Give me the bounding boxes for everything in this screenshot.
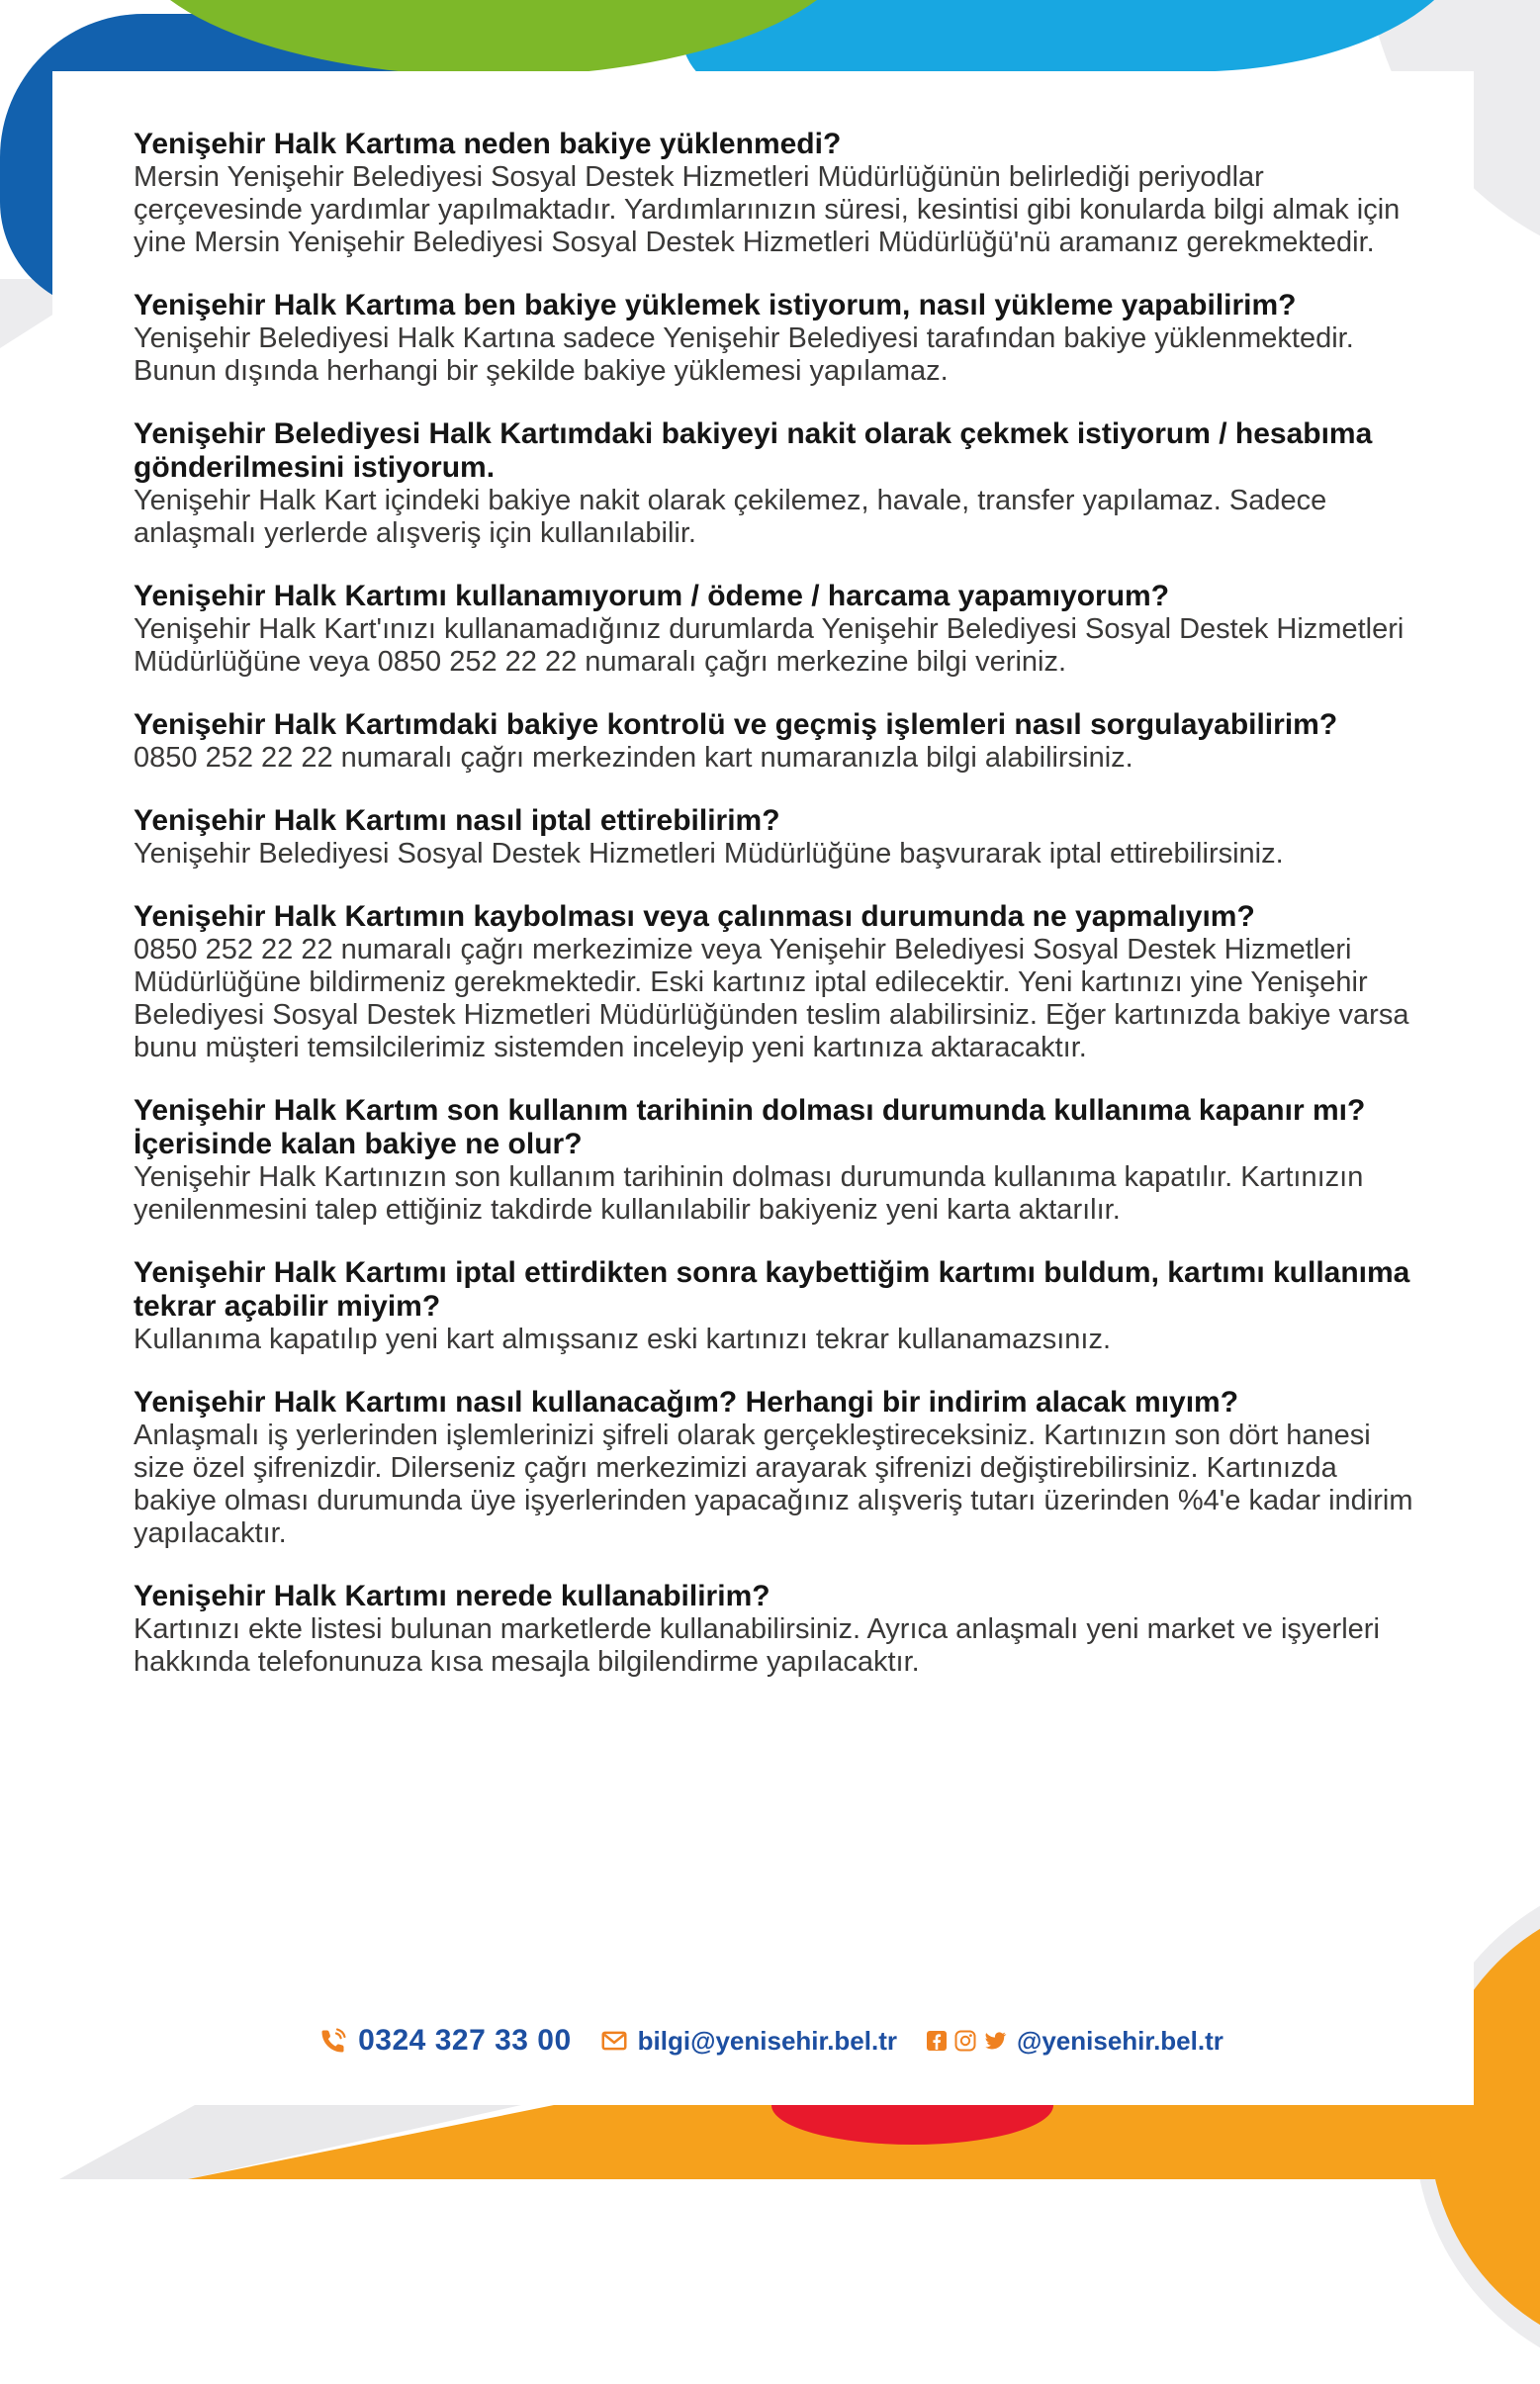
- footer-social-handle: @yenisehir.bel.tr: [1016, 2025, 1223, 2056]
- social-contact: [925, 2026, 1223, 2057]
- faq-answer: Yenişehir Halk Kart'ınızı kullanamadığınız durumlarda Yenişehir Belediyesi Sosyal Destek Hizmetleri Müdürlüğüne veya 0850 252 22 22 numaralı çağrı merkezine bilgi veriniz.: [134, 613, 1404, 678]
- twitter-icon: [982, 2028, 1008, 2054]
- faq-question: Yenişehir Halk Kartımı kullanamıyorum / ödeme / harcama yapamıyorum?: [134, 580, 1170, 612]
- phone-icon: [317, 2025, 349, 2058]
- faq-question: Yenişehir Halk Kartımı nasıl kullanacağım? Herhangi bir indirim alacak mıyım?: [134, 1386, 1239, 1419]
- social-icons: [925, 2028, 1008, 2054]
- faq-item: [134, 1256, 1419, 1356]
- faq-question: Yenişehir Halk Kartımı nerede kullanabilirim?: [134, 1580, 770, 1612]
- faq-content-panel: [52, 71, 1474, 2105]
- email-contact: [599, 2026, 897, 2057]
- faq-item: [134, 1580, 1419, 1679]
- faq-item: [134, 289, 1419, 388]
- phone-contact: [317, 2024, 572, 2058]
- faq-item: [134, 900, 1419, 1064]
- faq-question: Yenişehir Belediyesi Halk Kartımdaki bakiyeyi nakit olarak çekmek istiyorum / hesabıma gönderilmesini istiyorum.: [134, 417, 1373, 484]
- instagram-icon: [953, 2029, 977, 2053]
- footer-contact-bar: [0, 2024, 1540, 2058]
- faq-item: [134, 580, 1419, 679]
- faq-answer: Yenişehir Belediyesi Sosyal Destek Hizmetleri Müdürlüğüne başvurarak iptal ettirebilirsiniz.: [134, 838, 1284, 870]
- faq-answer: Anlaşmalı iş yerlerinden işlemlerinizi şifreli olarak gerçekleştireceksiniz. Kartınızın son dört hanesi size özel şifrenizdir. Dilerseniz çağrı merkezimizi arayarak şifrenizi değiştirebilirsiniz. Kartınızda bakiye olması durumunda üye işyerlerinden yapacağınız alışveriş tutarı üzerinden %4'e kadar indirim yapılacaktır.: [134, 1420, 1413, 1549]
- faq-question: Yenişehir Halk Kartımdaki bakiye kontrolü ve geçmiş işlemleri nasıl sorgulayabilirim?: [134, 708, 1338, 741]
- faq-answer: 0850 252 22 22 numaralı çağrı merkezinden kart numaranızla bilgi alabilirsiniz.: [134, 742, 1133, 774]
- footer-phone-number: 0324 327 33 00: [358, 2024, 572, 2057]
- faq-item: [134, 708, 1419, 775]
- faq-item: [134, 128, 1419, 259]
- faq-question: Yenişehir Halk Kartımın kaybolması veya çalınması durumunda ne yapmalıyım?: [134, 900, 1255, 933]
- faq-answer: Yenişehir Halk Kartınızın son kullanım tarihinin dolması durumunda kullanıma kapatılır. Kartınızın yenilenmesini talep ettiğiniz takdirde kullanılabilir bakiyeniz yeni karta aktarılır.: [134, 1161, 1364, 1226]
- faq-item: [134, 1094, 1419, 1227]
- faq-answer: Kartınızı ekte listesi bulunan marketlerde kullanabilirsiniz. Ayrıca anlaşmalı yeni market ve işyerleri hakkında telefonunuza kısa mesajla bilgilendirme yapılacaktır.: [134, 1613, 1380, 1678]
- faq-item: [134, 1386, 1419, 1550]
- faq-question: Yenişehir Halk Kartıma ben bakiye yüklemek istiyorum, nasıl yükleme yapabilirim?: [134, 289, 1297, 321]
- faq-answer: Kullanıma kapatılıp yeni kart almışsanız eski kartınızı tekrar kullanamazsınız.: [134, 1324, 1112, 1355]
- faq-item: [134, 804, 1419, 871]
- faq-item: [134, 417, 1419, 550]
- faq-question: Yenişehir Halk Kartım son kullanım tarihinin dolması durumunda kullanıma kapanır mı? İçerisinde kalan bakiye ne olur?: [134, 1094, 1366, 1160]
- faq-question: Yenişehir Halk Kartıma neden bakiye yüklenmedi?: [134, 128, 842, 160]
- faq-answer: Mersin Yenişehir Belediyesi Sosyal Destek Hizmetleri Müdürlüğünün belirlediği periyodlar çerçevesinde yardımlar yapılmaktadır. Yardımlarınızın süresi, kesintisi gibi konularda bilgi almak için yine Mersin Yenişehir Belediyesi Sosyal Destek Hizmetleri Müdürlüğü'nü aramanız gerekmektedir.: [134, 161, 1401, 258]
- faq-question: Yenişehir Halk Kartımı nasıl iptal ettirebilirim?: [134, 804, 780, 837]
- mail-icon: [599, 2026, 629, 2056]
- facebook-icon: [925, 2029, 949, 2053]
- faq-answer: Yenişehir Halk Kart içindeki bakiye nakit olarak çekilemez, havale, transfer yapılamaz. Sadece anlaşmalı yerlerde alışveriş için kullanılabilir.: [134, 485, 1327, 549]
- faq-answer: Yenişehir Belediyesi Halk Kartına sadece Yenişehir Belediyesi tarafından bakiye yüklenmektedir. Bunun dışında herhangi bir şekilde bakiye yüklemesi yapılamaz.: [134, 322, 1354, 387]
- footer-email: bilgi@yenisehir.bel.tr: [637, 2025, 897, 2056]
- faq-question: Yenişehir Halk Kartımı iptal ettirdikten sonra kaybettiğim kartımı buldum, kartımı kullanıma tekrar açabilir miyim?: [134, 1256, 1410, 1323]
- faq-answer: 0850 252 22 22 numaralı çağrı merkezimize veya Yenişehir Belediyesi Sosyal Destek Hizmetleri Müdürlüğüne bildirmeniz gerekmektedir. Eski kartınız iptal edilecektir. Yeni kartınızı yine Yenişehir Belediyesi Sosyal Destek Hizmetleri Müdürlüğünden teslim alabilirsiniz. Eğer kartınızda bakiye varsa bunu müşteri temsilcilerimiz sistemden inceleyip yeni kartınıza aktaracaktır.: [134, 934, 1409, 1063]
